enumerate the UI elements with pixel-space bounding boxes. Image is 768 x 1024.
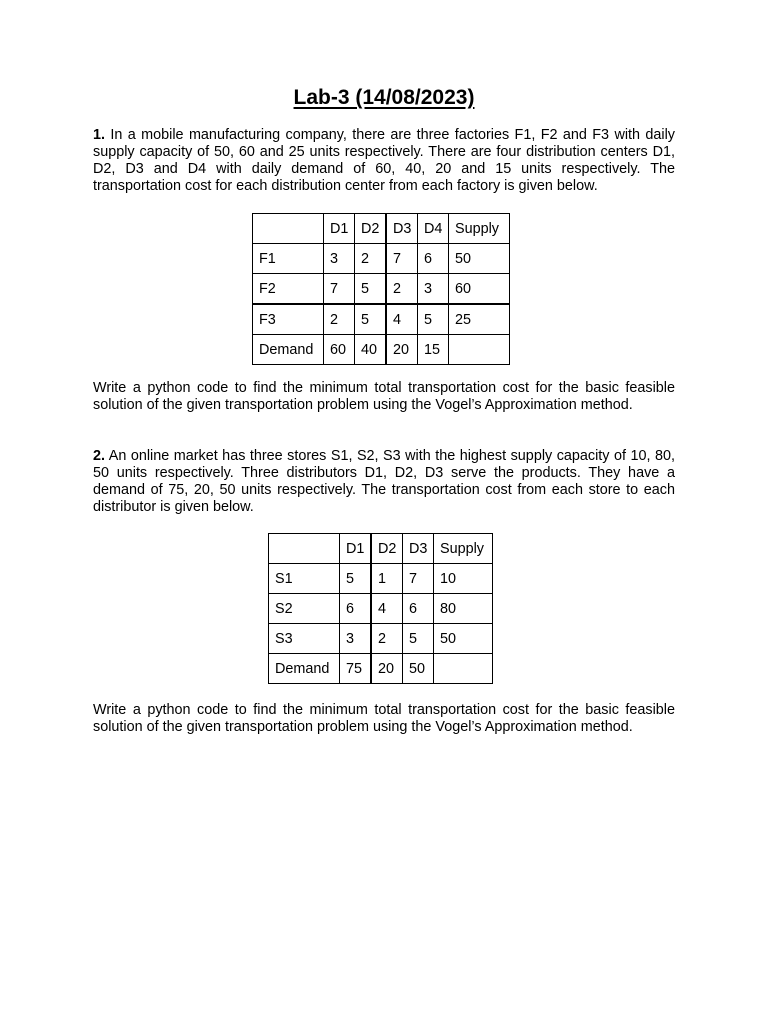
table-cell: F2 (253, 274, 324, 305)
table-cell: 60 (449, 274, 510, 305)
table-cell (269, 534, 340, 564)
table-header-cell: D1 (340, 534, 372, 564)
table-row (269, 624, 493, 654)
question-2-text (93, 448, 675, 516)
table-cell: 5 (418, 304, 449, 335)
table-cell: 75 (340, 654, 372, 684)
table-header-cell: D3 (403, 534, 434, 564)
table-cell: 2 (371, 624, 403, 654)
table-cell: 7 (386, 244, 418, 274)
table-cell: S2 (269, 594, 340, 624)
table-cell: 5 (355, 274, 387, 305)
table-row (269, 654, 493, 684)
question-1-text (93, 127, 675, 195)
table-cell: 25 (449, 304, 510, 335)
table-cell: 50 (403, 654, 434, 684)
table-cell: 7 (403, 564, 434, 594)
table-cell: 5 (403, 624, 434, 654)
table-cell: F1 (253, 244, 324, 274)
table-cell: 10 (434, 564, 493, 594)
table-header-row (269, 534, 493, 564)
table-cell: 20 (386, 335, 418, 365)
table-header-cell: Supply (434, 534, 493, 564)
table-cell: 15 (418, 335, 449, 365)
table-cell: 3 (340, 624, 372, 654)
table-row (269, 564, 493, 594)
cost-table-1 (252, 213, 510, 365)
question-2-task: Write a python code to find the minimum total transportation cost for the basic feasible solution of the given transportation problem using the Vogel’s Approximation method. (93, 702, 675, 735)
table-header-cell: D1 (324, 214, 355, 244)
table-cell: 50 (434, 624, 493, 654)
table-cell (253, 214, 324, 244)
table-header-cell: D3 (386, 214, 418, 244)
table-cell: 50 (449, 244, 510, 274)
question-2-number: 2. (93, 448, 106, 464)
table-cell: F3 (253, 304, 324, 335)
page-title: Lab-3 (14/08/2023) (293, 86, 475, 109)
table-cell: 40 (355, 335, 387, 365)
table-row (253, 244, 510, 274)
question-1-body: In a mobile manufacturing company, there are three factories F1, F2 and F3 with daily supply capacity of 50, 60 and 25 units respectively. There are four distribution centers D1, D2, D3 and D4 with daily demand of 60, 40, 20 and 15 units respectively. The transportation cost for each distribution center from each factory is given below. (93, 127, 676, 194)
question-2-body: An online market has three stores S1, S2, S3 with the highest supply capacity of 10, 80, 50 units respectively. Three distributors D1, D2, D3 serve the products. They have a demand of 75, 20, 50 units respectively. The transportation cost from each store to each distributor is given below. (93, 448, 675, 515)
question-1-number: 1. (93, 127, 106, 143)
table-cell: 3 (418, 274, 449, 305)
table-cell: 3 (324, 244, 355, 274)
table-header-cell: Supply (449, 214, 510, 244)
table-cell: S1 (269, 564, 340, 594)
table-row (253, 274, 510, 305)
question-1-task: Write a python code to find the minimum total transportation cost for the basic feasible solution of the given transportation problem using the Vogel’s Approximation method. (93, 380, 675, 413)
cost-table-2 (268, 533, 493, 684)
table-cell (434, 654, 493, 684)
table-cell (449, 335, 510, 365)
table-cell: 60 (324, 335, 355, 365)
table-cell: 6 (418, 244, 449, 274)
table-cell: 5 (340, 564, 372, 594)
table-cell: 4 (371, 594, 403, 624)
table-row (269, 594, 493, 624)
table-cell: 7 (324, 274, 355, 305)
table-cell: 6 (403, 594, 434, 624)
table-cell: 6 (340, 594, 372, 624)
table-cell: 20 (371, 654, 403, 684)
table-header-cell: D2 (355, 214, 387, 244)
table-cell: Demand (253, 335, 324, 365)
table-header-cell: D2 (371, 534, 403, 564)
table-row (253, 304, 510, 335)
table-cell: 4 (386, 304, 418, 335)
table-cell: 80 (434, 594, 493, 624)
table-cell: 2 (386, 274, 418, 305)
table-cell: 1 (371, 564, 403, 594)
table-cell: S3 (269, 624, 340, 654)
table-header-cell: D4 (418, 214, 449, 244)
table-cell: Demand (269, 654, 340, 684)
table-row (253, 335, 510, 365)
table-header-row (253, 214, 510, 244)
table-cell: 2 (355, 244, 387, 274)
table-cell: 2 (324, 304, 355, 335)
table-cell: 5 (355, 304, 387, 335)
